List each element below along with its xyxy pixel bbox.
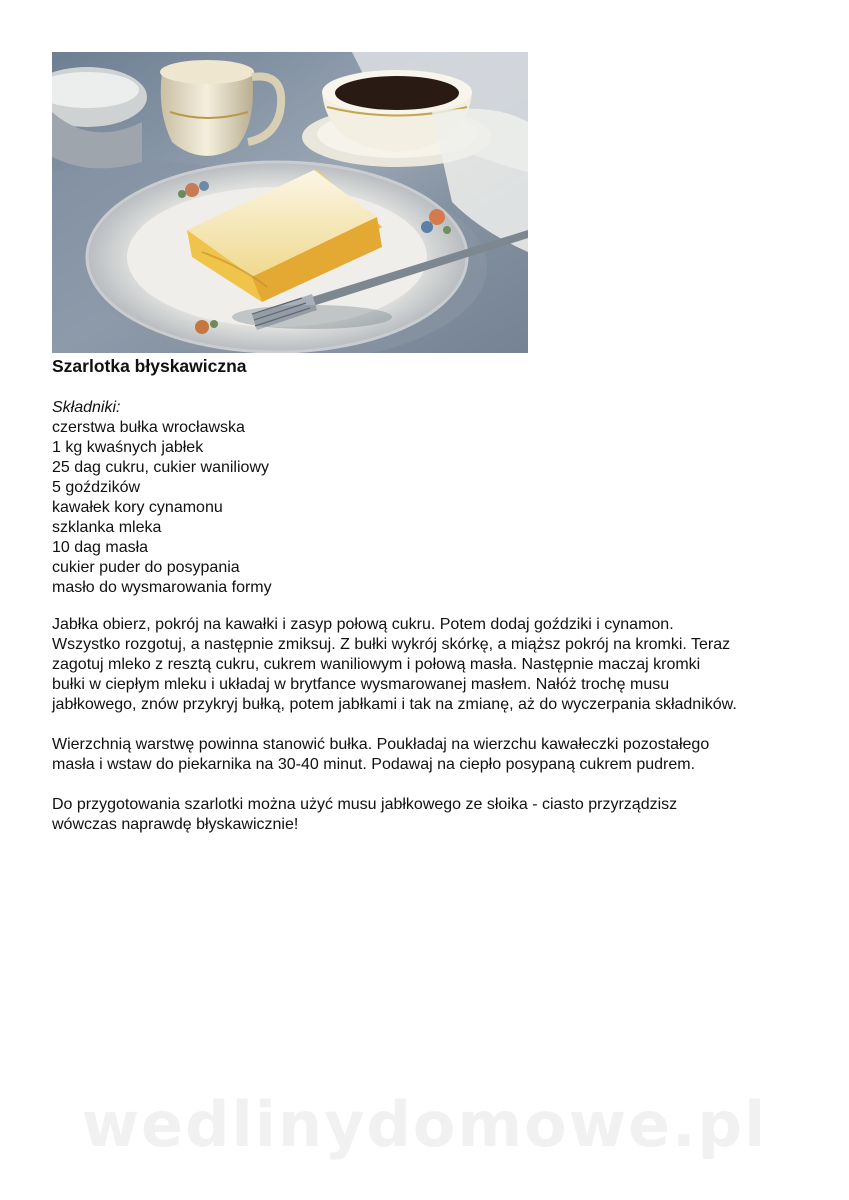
paragraph-line: Wierzchnią warstwę powinna stanowić bułka. Poukładaj na wierzchu kawałeczki pozostałego	[52, 736, 710, 753]
ingredient-item: masło do wysmarowania formy	[52, 579, 272, 596]
paragraph-line: wówczas naprawdę błyskawicznie!	[52, 816, 299, 833]
ingredients-section	[52, 398, 272, 598]
ingredient-item: 5 goździków	[52, 479, 141, 496]
instructions-paragraph-2	[52, 735, 802, 775]
paragraph-line: zagotuj mleko z resztą cukru, cukrem waniliowym i połową masła. Następnie maczaj kromki	[52, 656, 701, 673]
cake-photo	[52, 52, 528, 353]
paragraph-line: Wszystko rozgotuj, a następnie zmiksuj. Z bułki wykrój skórkę, a miąższ pokrój na kromki. Teraz	[52, 636, 731, 653]
site-watermark: wedlinydomowe.pl	[81, 1088, 768, 1161]
paragraph-line: Do przygotowania szarlotki można użyć musu jabłkowego ze słoika - ciasto przyrządzisz	[52, 796, 678, 813]
paragraph-line: jabłkowego, znów przykryj bułką, potem jabłkami i tak na zmianę, aż do wyczerpania składników.	[52, 696, 737, 713]
instructions-paragraph-1	[52, 615, 802, 715]
paragraph-line: bułki w ciepłym mleku i układaj w brytfance wysmarowanej masłem. Nałóż trochę musu	[52, 676, 670, 693]
ingredients-heading: Składniki:	[52, 399, 121, 416]
ingredient-item: 25 dag cukru, cukier waniliowy	[52, 459, 269, 476]
instructions-paragraph-3	[52, 795, 802, 835]
ingredient-item: szklanka mleka	[52, 519, 162, 536]
ingredient-item: kawałek kory cynamonu	[52, 499, 223, 516]
ingredients-list	[52, 418, 272, 598]
ingredient-item: 10 dag masła	[52, 539, 149, 556]
paragraph-line: Jabłka obierz, pokrój na kawałki i zasyp połową cukru. Potem dodaj goździki i cynamon.	[52, 616, 674, 633]
ingredient-item: czerstwa bułka wrocławska	[52, 419, 245, 436]
ingredient-item: cukier puder do posypania	[52, 559, 240, 576]
paragraph-line: masła i wstaw do piekarnika na 30-40 minut. Podawaj na ciepło posypaną cukrem pudrem.	[52, 756, 696, 773]
recipe-title: Szarlotka błyskawiczna	[52, 356, 247, 376]
ingredient-item: 1 kg kwaśnych jabłek	[52, 439, 204, 456]
